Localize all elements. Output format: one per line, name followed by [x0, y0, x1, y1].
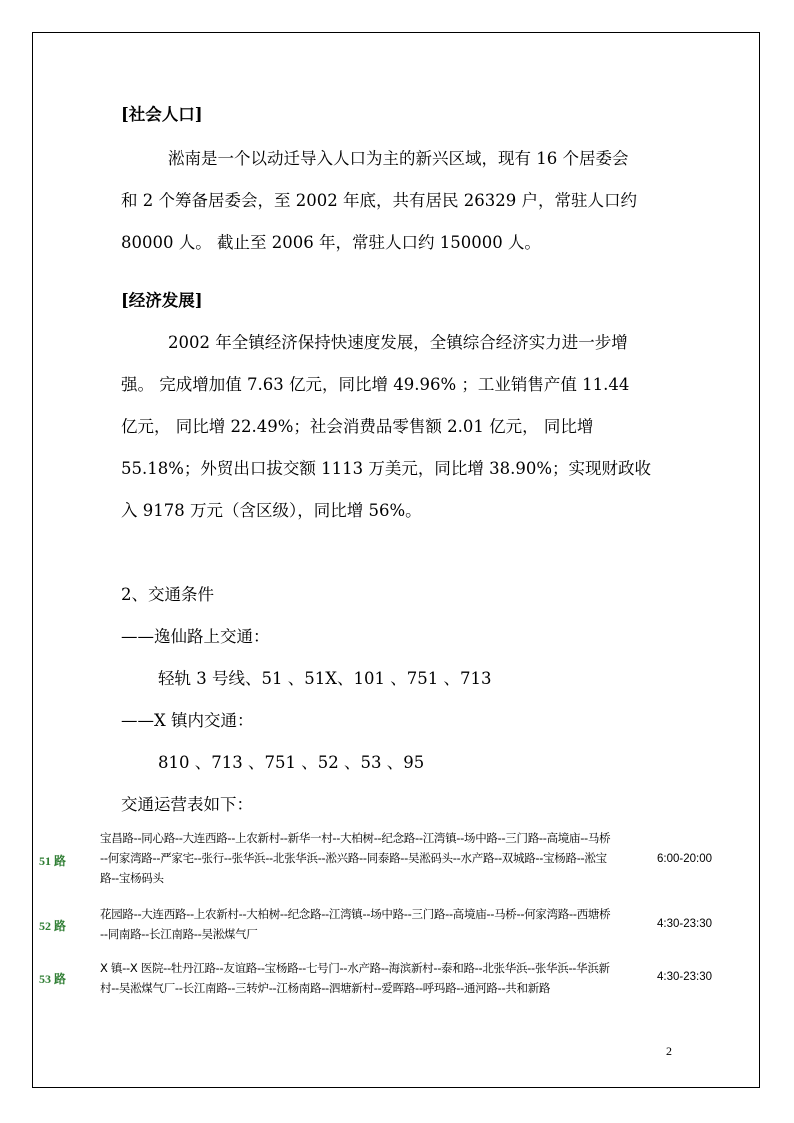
route-stops-line: 宝昌路--同心路--大连西路--上农新村--新华一村--大柏树--纪念路--江湾镇--场中路--三门路--高境庙--马桥	[100, 831, 611, 845]
town-title: ——X 镇内交通：	[121, 711, 254, 730]
yixian-routes: 轻轨 3 号线、51 、51X、101 、751 、713	[158, 669, 492, 688]
population-line-1: 淞南是一个以动迁导入人口为主的新兴区域，现有 16 个居委会	[168, 149, 629, 168]
population-line-3: 80000 人。 截止至 2006 年，常驻人口约 150000 人。	[121, 233, 541, 252]
yixian-title: ——逸仙路上交通：	[121, 627, 270, 646]
route-time: 6:00-20:00	[657, 853, 712, 865]
population-line-2: 和 2 个筹备居委会，至 2002 年底，共有居民 26329 户，常驻人口约	[121, 191, 637, 210]
economy-heading: [经济发展]	[121, 291, 203, 310]
town-routes: 810 、713 、751 、52 、53 、95	[158, 753, 425, 772]
economy-line-1: 2002 年全镇经济保持快速度发展，全镇综合经济实力进一步增	[168, 333, 628, 352]
economy-line-2: 强。 完成增加值 7.63 亿元，同比增 49.96% ；工业销售产值 11.44	[121, 375, 630, 394]
route-stops-line: X 镇--X 医院--牡丹江路--友谊路--宝杨路--七号门--水产路--海滨新村--泰和路--北张华浜--张华浜--华浜新	[100, 961, 610, 975]
route-name: 52 路	[39, 919, 67, 933]
population-heading: [社会人口]	[121, 105, 203, 124]
route-time: 4:30-23:30	[657, 918, 712, 930]
route-stops-line: 路--宝杨码头	[100, 871, 164, 885]
route-stops	[100, 828, 648, 888]
route-time: 4:30-23:30	[657, 971, 712, 983]
economy-line-5: 入 9178 万元（含区级），同比增 56%。	[121, 501, 422, 520]
route-stops	[100, 958, 648, 998]
route-stops-line: 花园路--大连西路--上农新村--大柏树--纪念路--江湾镇--场中路--三门路--高境庙--马桥--何家湾路--西塘桥	[100, 907, 611, 921]
route-name: 51 路	[39, 854, 67, 868]
route-stops-line: --同南路--长江南路--吴淞煤气厂	[100, 927, 258, 941]
page-number: 2	[666, 1044, 672, 1058]
economy-line-4: 55.18%；外贸出口拔交额 1113 万美元，同比增 38.90%；实现财政收	[121, 459, 652, 478]
route-stops	[100, 904, 648, 944]
table-intro: 交通运营表如下：	[121, 795, 253, 814]
economy-line-3: 亿元， 同比增 22.49%；社会消费品零售额 2.01 亿元， 同比增	[121, 417, 594, 436]
route-stops-line: 村--吴淞煤气厂--长江南路--三转炉--江杨南路--泗塘新村--爱晖路--呼玛路--通河路--共和新路	[100, 981, 551, 995]
route-name: 53 路	[39, 972, 67, 986]
route-stops-line: --何家湾路--严家宅--张行--张华浜--北张华浜--淞兴路--同泰路--吴淞码头--水产路--双城路--宝杨路--淞宝	[100, 851, 607, 865]
traffic-section-title: 2、交通条件	[121, 585, 214, 604]
